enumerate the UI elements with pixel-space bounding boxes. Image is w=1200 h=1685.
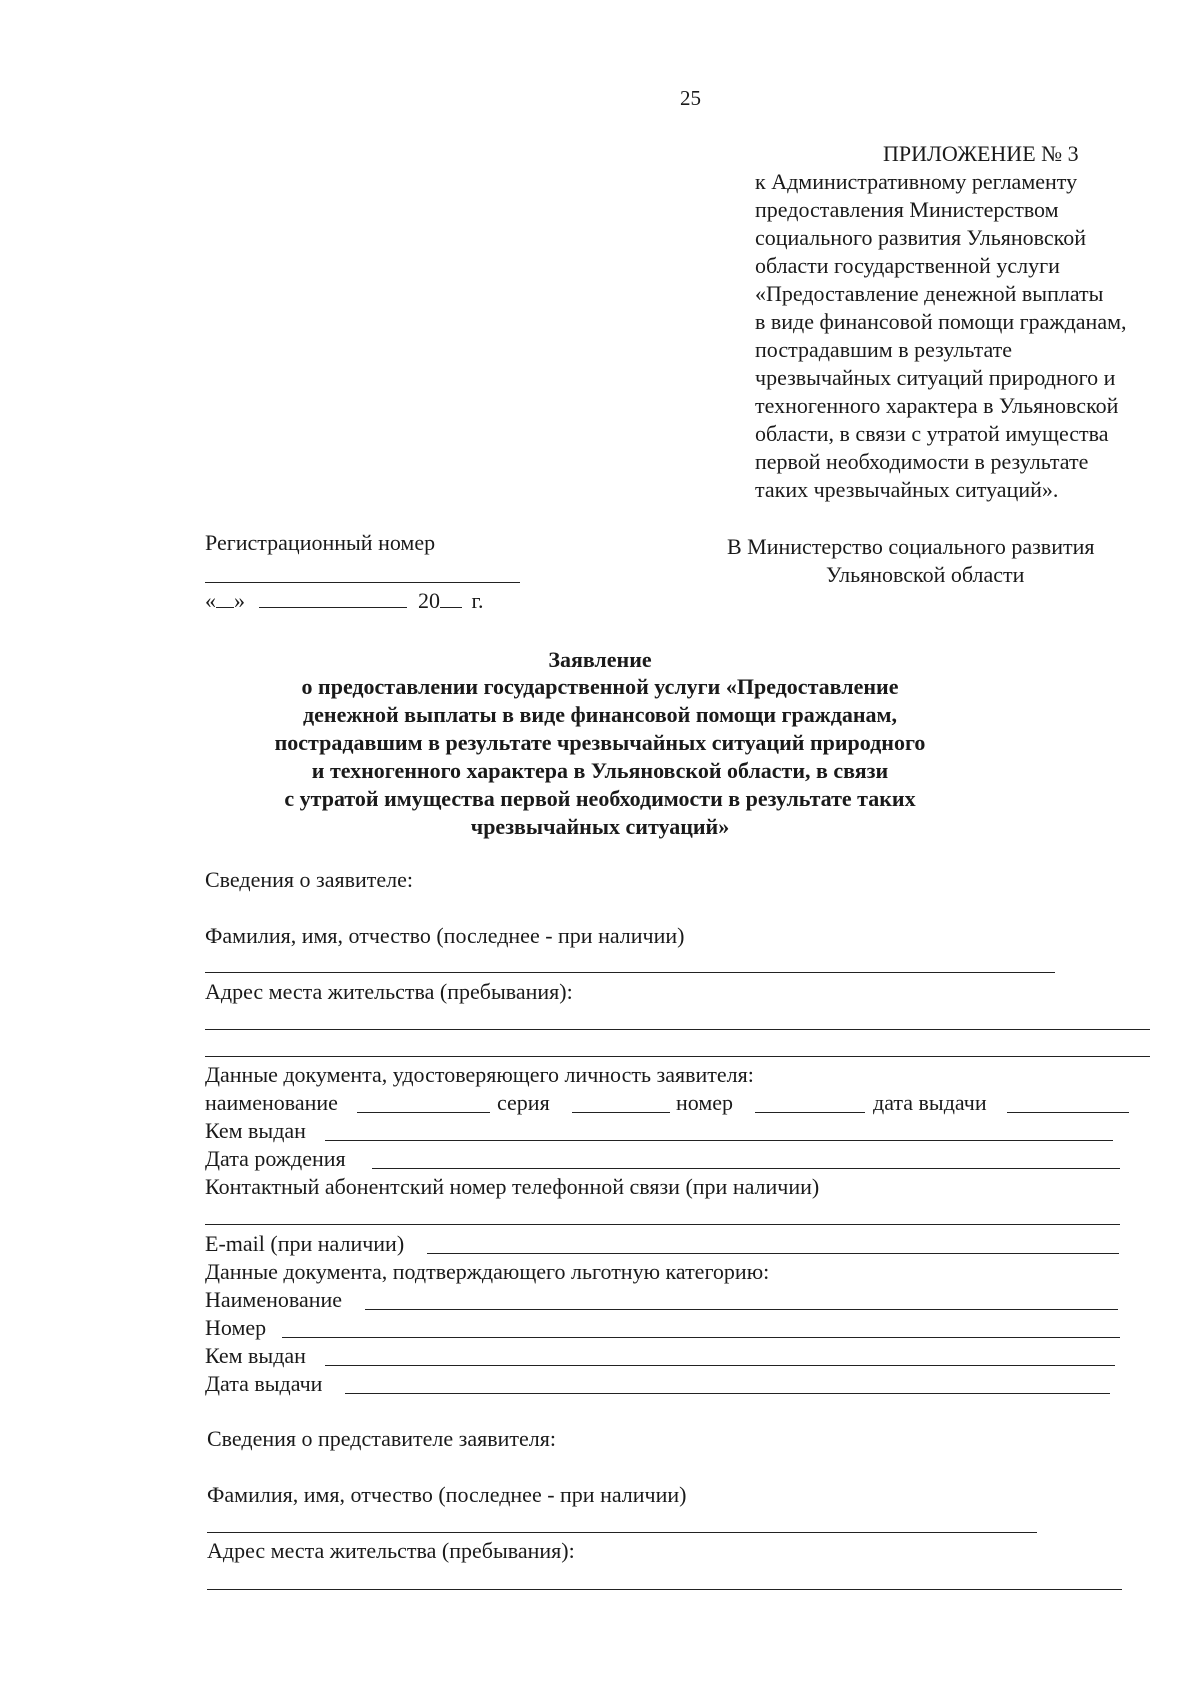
annex-line: техногенного характера в Ульяновской xyxy=(755,393,1119,418)
doc-name-label: наименование xyxy=(205,1090,338,1115)
birth-date-field[interactable] xyxy=(372,1168,1120,1169)
representative-address-field[interactable] xyxy=(207,1589,1122,1590)
benefit-document-label: Данные документа, подтверждающего льготную категорию: xyxy=(205,1259,770,1284)
heading-line: с утратой имущества первой необходимости в результате таких xyxy=(284,786,916,811)
benefit-issued-by-label: Кем выдан xyxy=(205,1343,306,1368)
annex-line: «Предоставление денежной выплаты xyxy=(755,281,1104,306)
id-document-label: Данные документа, удостоверяющего личность заявителя: xyxy=(205,1062,754,1087)
year-field[interactable] xyxy=(440,587,462,608)
heading-line: пострадавшим в результате чрезвычайных ситуаций природного xyxy=(274,730,926,755)
annex-line: области, в связи с утратой имущества xyxy=(755,421,1109,446)
annex-line: чрезвычайных ситуаций природного и xyxy=(755,365,1116,390)
heading-line: чрезвычайных ситуаций» xyxy=(470,814,730,839)
annex-line: таких чрезвычайных ситуаций». xyxy=(755,477,1059,502)
phone-field[interactable] xyxy=(205,1224,1120,1225)
registration-label: Регистрационный номер xyxy=(205,530,436,555)
annex-line: к Административному регламенту xyxy=(755,169,1078,194)
day-field[interactable] xyxy=(216,587,234,608)
document-heading xyxy=(200,673,1000,841)
applicant-address-field[interactable] xyxy=(205,1029,1150,1030)
doc-series-label: серия xyxy=(497,1090,550,1115)
birth-date-label: Дата рождения xyxy=(205,1146,346,1171)
annex-line: социального развития Ульяновской xyxy=(755,225,1087,250)
issued-by-label: Кем выдан xyxy=(205,1118,306,1143)
heading-line: и техногенного характера в Ульяновской области, в связи xyxy=(311,758,889,783)
doc-date-field[interactable] xyxy=(1007,1112,1129,1113)
doc-number-label: номер xyxy=(676,1090,734,1115)
registration-number-field[interactable] xyxy=(205,582,520,583)
email-label: E-mail (при наличии) xyxy=(205,1231,405,1256)
applicant-fio-label: Фамилия, имя, отчество (последнее - при наличии) xyxy=(205,923,685,948)
doc-name-field[interactable] xyxy=(357,1112,490,1113)
annex-line: области государственной услуги xyxy=(755,253,1060,278)
benefit-name-field[interactable] xyxy=(365,1309,1118,1310)
addressee-line: В Министерство социального развития xyxy=(727,534,1095,559)
benefit-issued-by-field[interactable] xyxy=(325,1365,1115,1366)
heading-line: денежной выплаты в виде финансовой помощи гражданам, xyxy=(303,702,897,727)
applicant-address-label: Адрес места жительства (пребывания): xyxy=(205,979,573,1004)
applicant-section-title: Сведения о заявителе: xyxy=(205,867,414,892)
doc-series-field[interactable] xyxy=(572,1112,670,1113)
annex-line: первой необходимости в результате xyxy=(755,449,1089,474)
annex-block xyxy=(755,140,1195,504)
annex-line: пострадавшим в результате xyxy=(755,337,1013,362)
month-field[interactable] xyxy=(259,587,407,608)
document-title: Заявление xyxy=(548,647,652,672)
annex-line: в виде финансовой помощи гражданам, xyxy=(755,309,1127,334)
doc-number-field[interactable] xyxy=(755,1112,865,1113)
representative-section-title: Сведения о представителе заявителя: xyxy=(207,1426,556,1451)
annex-line: предоставления Министерством xyxy=(755,197,1059,222)
email-field[interactable] xyxy=(427,1253,1119,1254)
doc-date-label: дата выдачи xyxy=(873,1090,987,1115)
benefit-number-label: Номер xyxy=(205,1315,267,1340)
benefit-name-label: Наименование xyxy=(205,1287,343,1312)
representative-address-label: Адрес места жительства (пребывания): xyxy=(207,1538,575,1563)
heading-line: о предоставлении государственной услуги «Предоставление xyxy=(301,674,899,699)
page-number: 25 xyxy=(680,86,701,110)
applicant-fio-field[interactable] xyxy=(205,972,1055,973)
representative-fio-field[interactable] xyxy=(207,1532,1037,1533)
addressee-line: Ульяновской области xyxy=(826,562,1025,587)
applicant-address-field-2[interactable] xyxy=(205,1056,1150,1057)
registration-date-line: « » 20 г. xyxy=(205,588,484,613)
issued-by-field[interactable] xyxy=(325,1140,1113,1141)
benefit-date-label: Дата выдачи xyxy=(205,1371,323,1396)
annex-title: ПРИЛОЖЕНИЕ № 3 xyxy=(883,141,1079,166)
phone-label: Контактный абонентский номер телефонной связи (при наличии) xyxy=(205,1174,820,1199)
benefit-date-field[interactable] xyxy=(345,1393,1110,1394)
benefit-number-field[interactable] xyxy=(282,1337,1120,1338)
representative-fio-label: Фамилия, имя, отчество (последнее - при наличии) xyxy=(207,1482,687,1507)
